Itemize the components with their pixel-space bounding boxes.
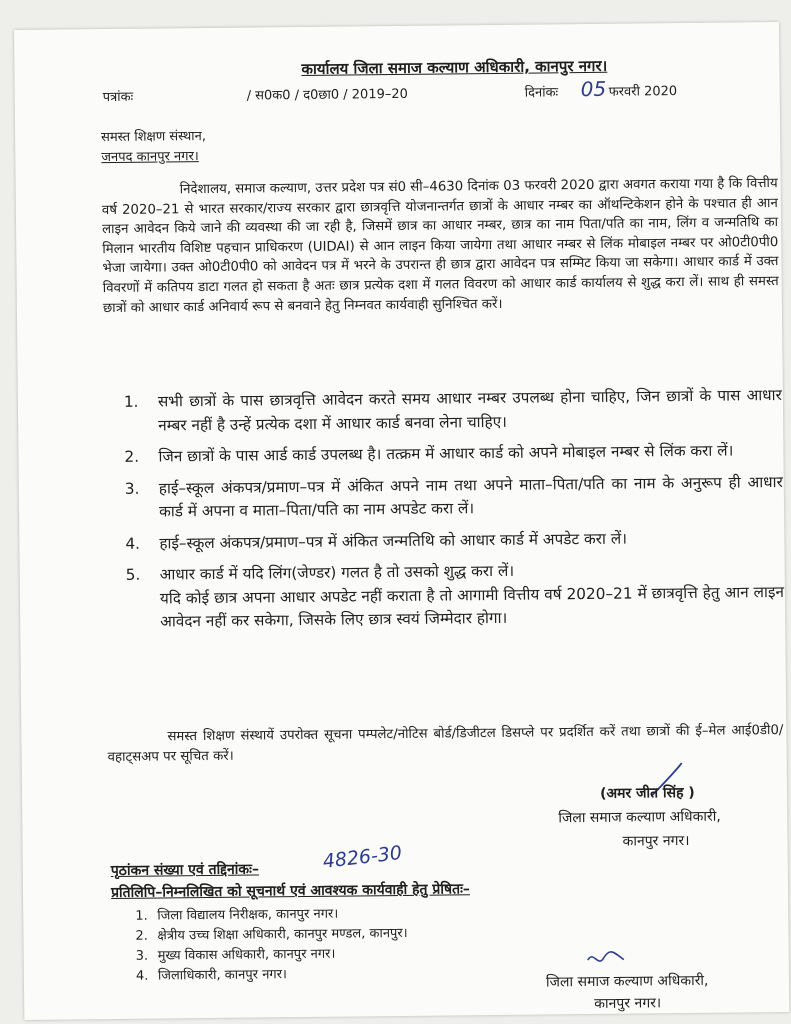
item-number: 5. [125,565,141,584]
item-number: 2. [124,447,140,466]
cc-item-4 [136,964,408,987]
initials-mark [584,948,628,970]
instruction-item-4 [119,525,783,555]
item-number: 4. [125,534,141,553]
intro-paragraph [102,174,779,318]
office-title: कार्यालय जिला समाज कल्याण अधिकारी, कानपुर नगर। [301,56,608,78]
recipient-line-2: जनपद कानपुर नगर। [101,149,199,166]
cc-item-1 [135,904,407,927]
instruction-list [118,384,785,634]
signatory-name: (अमर जीत सिंह ) [599,784,695,802]
bottom-designation: जिला समाज कल्याण अधिकारी, [545,972,709,991]
cc-text: जिला विद्यालय निरीक्षक, कानपुर नगर। [157,906,339,924]
item-text: सभी छात्रों के पास छात्रवृत्ति आवेदन करते समय आधार नम्बर उपलब्ध होना चाहिए, जिन छात्रों के पास आधार नम्बर नहीं है उन्हें प्रत्येक दशा में आधार कार्ड बनवा लेना चाहिए। [157,385,782,435]
recipient-line-1: समस्त शिक्षण संस्थान, [101,128,207,146]
signatory-designation: जिला समाज कल्याण अधिकारी, [558,808,721,827]
date-day-handwritten: 05 [580,76,607,102]
endorsement-label: पृठांकन संख्या एवं तद्दिनांकः– [110,861,260,880]
instruction-item-3 [119,470,783,524]
cc-number: 2. [135,928,148,944]
cc-text: क्षेत्रीय उच्च शिक्षा अधिकारी, कानपुर मण्डल, कानपुर। [157,925,408,944]
item-number: 1. [123,392,139,411]
signatory-place: कानपुर नगर। [622,832,690,850]
cc-number: 4. [135,968,149,984]
date-label: दिनांकः [524,85,559,101]
cc-heading: प्रतिलिपि–निम्नलिखित को सूचनार्थ एवं आवश्यक कार्यवाही हेतु प्रेषितः– [110,881,470,902]
bottom-place: कानपुर नगर। [594,995,662,1012]
cc-number: 1. [135,908,148,924]
instruction-item-1 [118,384,782,438]
cc-text: जिलाधिकारी, कानपुर नगर। [157,967,288,984]
closing-text: समस्त शिक्षण संस्थायें उपरोक्त सूचना पम्पलेट/नोटिस बोर्ड/डिजीटल डिसप्ले पर प्रदर्शित करें तथा छात्रों की ई–मेल आई0डी0/वहाट्सअप पर सूचित करें। [107,722,784,766]
letter-page [14,22,789,1020]
date-month-year: फरवरी 2020 [608,84,678,100]
intro-text: निदेशालय, समाज कल्याण, उत्तर प्रदेश पत्र सं0 सी–4630 दिनांक 03 फरवरी 2020 द्वारा अवगत कराया गया है कि वित्तीय वर्ष 2020–21 से भारत सरकार/राज्य सरकार द्वारा छात्रवृत्ति योजनान्तर्गत छात्रों के आधार नम्बर का ऑथन्टिकेशन होने के पश्चात ही आन लाइन आवेदन किये जाने की व्यवस्था की जा रही है, जिसमें छात्र का आधार नम्बर, छात्र का नाम पिता/पति का नाम, लिंग व जन्मतिथि का मिलान भारतीय विशिष्ट पहचान प्राधिकरण (UIDAI) से आन लाइन किया जायेगा तथा आधार नम्बर से लिंक मोबाइल नम्बर पर ओ0टी0पी0 भेजा जायेगा। उक्त ओ0टी0पी0 को आवेदन पत्र में भरने के उपरान्त ही छात्र द्वारा आवेदन पत्र सम्मिट किया जा सकेगा। आधार कार्ड में उक्त विवरणों में कतिपय डाटा गलत हो सकता है अतः छात्र प्रत्येक दशा में गलत विवरण को आधार कार्ड कार्यालय से शुद्ध करा लें। साथ ही समस्त छात्रों को आधार कार्ड अनिवार्य रूप से बनवाने हेतु निम्नवत कार्यवाही सुनिश्चित करें। [101,176,779,316]
item-text: हाई–स्कूल अंकपत्र/प्रमाण–पत्र में अंकित जन्मतिथि को आधार कार्ड में अपडेट करा लें। [159,529,628,553]
letter-number-label: पत्रांकः [102,89,134,106]
cc-text: मुख्य विकास अधिकारी, कानपुर नगर। [157,946,336,964]
instruction-item-2 [118,439,782,469]
endorsement-number-handwritten: 4826-30 [321,841,404,873]
item-text: जिन छात्रों के पास आर्ड कार्ड उपलब्ध है। तत्क्रम में आधार कार्ड को अपने मोबाइल नम्बर से लिंक करा लें। [158,441,734,466]
warning-paragraph: यदि कोई छात्र अपना आधार अपडेट नहीं कराता है तो आगामी वित्तीय वर्ष 2020–21 में छात्रवृत्ति हेतु आन लाइन आवेदन नहीं कर सकेगा, जिसके लिए छात्र स्वयं जिम्मेदार होगा। [159,582,785,631]
item-number: 3. [124,479,140,498]
cc-list [135,904,408,987]
item-text: आधार कार्ड में यदि लिंग(जेण्डर) गलत है तो उसको शुद्ध करा लें। [159,561,515,584]
cc-number: 3. [135,948,149,964]
item-text: हाई–स्कूल अंकपत्र/प्रमाण–पत्र में अंकित अपने नाम तथा अपने माता–पिता/पति का नाम के अनुरूप ही आधार कार्ड में अपना व माता–पिता/पति का नाम अपडेट करा लें। [158,472,783,521]
warning-row [120,580,784,634]
cc-item-2 [135,924,407,947]
letter-number: / स0क0 / द0छा0 / 2019–20 [246,86,408,104]
